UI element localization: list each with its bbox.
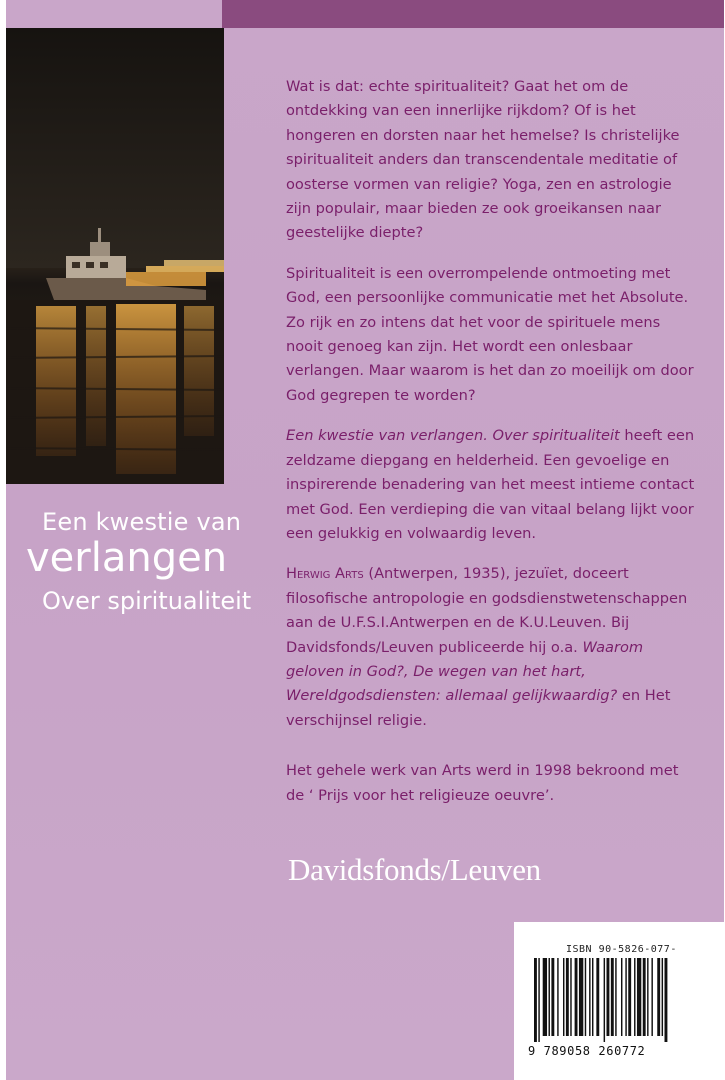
book-back-cover <box>6 0 724 1080</box>
barcode-icon <box>534 958 714 1042</box>
ean-digits: 9 789058 260772 <box>528 1044 646 1058</box>
paragraph-4 <box>286 562 701 733</box>
author-bio-end: en Het verschijnsel religie. <box>286 687 671 729</box>
author-name: Herwig Arts <box>286 565 364 583</box>
paragraph-2: Spiritualiteit is een overrompelende ontmoeting met God, een persoonlijke communicatie met het Absolute. Zo rijk en zo intens dat het voor de spirituele mens nooit genoeg kan zijn. Het wordt een onlesbaar verlangen. Maar waarom is het dan zo moeilijk om door God gegrepen te worden? <box>286 264 694 404</box>
paragraph-3 <box>286 424 701 546</box>
paragraph-1: Wat is dat: echte spiritualiteit? Gaat het om de ontdekking van een innerlijke rijkdom? Of is het hongeren en dorsten naar het hemelse? Is christelijke spiritualiteit anders dan transcendentale meditatie of oosterse vormen van religie? Yoga, zen en astrologie zijn populair, maar bieden ze ook groeikansen naar geestelijke diepte? <box>286 78 680 242</box>
title-line-2: verlangen <box>26 535 228 581</box>
isbn-label: ISBN 90-5826-077- <box>566 944 677 955</box>
paragraph-5: Het gehele werk van Arts werd in 1998 bekroond met de ‘ Prijs voor het religieuze oeuvre’. <box>286 762 679 804</box>
photo-illustration <box>6 28 224 484</box>
back-cover-text <box>286 75 701 824</box>
barcode-panel <box>514 922 724 1080</box>
top-color-bar <box>222 0 724 28</box>
subtitle: Over spiritualiteit <box>42 587 252 615</box>
cover-title <box>26 508 251 616</box>
title-line-1: Een kwestie van <box>42 508 242 536</box>
harbor-night-photo <box>6 28 224 484</box>
other-books: Waarom geloven in God?, De wegen van het hart, Wereldgodsdiensten: allemaal gelijkwaardig? <box>286 638 644 705</box>
publisher-name: Davidsfonds/Leuven <box>288 852 541 887</box>
paragraph-3-rest: heeft een zeldzame diepgang en helderheid. Een gevoelige en inspirerende benadering van het meest intieme contact met God. Een verdieping die van vitaal belang lijkt voor een gelukkig en volwaardig leven. <box>286 427 695 542</box>
book-title-italic: Een kwestie van verlangen. Over spiritualiteit <box>286 427 620 445</box>
author-bio: (Antwerpen, 1935), jezuïet, doceert filosofische antropologie en godsdienstwetenschappen aan de U.F.S.I.Antwerpen en de K.U.Leuven. Bij Davidsfonds/Leuven publiceerde hij o.a. <box>286 565 688 656</box>
